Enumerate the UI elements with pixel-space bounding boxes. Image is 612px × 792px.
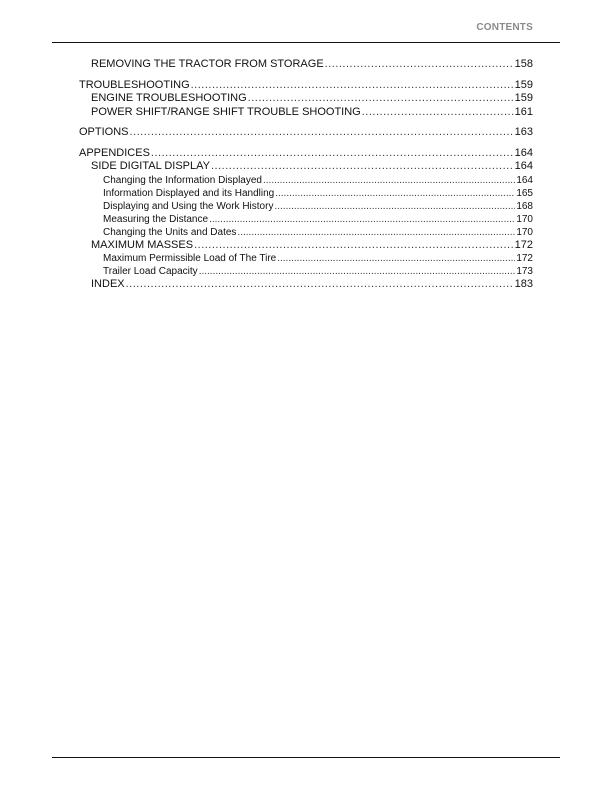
toc-entry-title: SIDE DIGITAL DISPLAY bbox=[91, 160, 210, 172]
toc-entry[interactable] bbox=[79, 278, 533, 292]
dot-leader bbox=[191, 79, 514, 93]
toc-page-number: 170 bbox=[516, 213, 533, 225]
dot-leader bbox=[209, 213, 515, 226]
toc-page-number: 163 bbox=[514, 126, 533, 138]
dot-leader bbox=[263, 174, 515, 187]
dot-leader bbox=[130, 126, 514, 140]
toc-entry-title: INDEX bbox=[91, 278, 125, 290]
dot-leader bbox=[274, 200, 515, 213]
toc-page-number: 173 bbox=[516, 266, 533, 277]
toc-entry-title: TROUBLESHOOTING bbox=[79, 78, 190, 91]
dot-leader bbox=[237, 226, 515, 239]
toc-entry[interactable] bbox=[79, 187, 533, 200]
toc-entry-title: Displaying and Using the Work History bbox=[103, 200, 274, 212]
dot-leader bbox=[277, 252, 515, 265]
toc-page-number: 172 bbox=[516, 253, 533, 264]
dot-leader bbox=[199, 265, 516, 278]
toc-page-number: 165 bbox=[516, 187, 533, 199]
toc-entry[interactable] bbox=[79, 126, 533, 140]
dot-leader bbox=[325, 58, 514, 72]
toc-entry[interactable] bbox=[79, 106, 533, 120]
toc-entry[interactable] bbox=[79, 174, 533, 187]
dot-leader bbox=[211, 160, 514, 174]
toc-entry[interactable] bbox=[79, 160, 533, 174]
toc-entry[interactable] bbox=[79, 200, 533, 213]
toc-page-number: 159 bbox=[514, 78, 533, 91]
toc-spacer bbox=[79, 119, 533, 126]
toc-page-number: 168 bbox=[516, 200, 533, 212]
toc-entry[interactable] bbox=[79, 252, 533, 265]
toc-entry-title: POWER SHIFT/RANGE SHIFT TROUBLE SHOOTING bbox=[91, 105, 361, 118]
toc-page-number: 161 bbox=[514, 105, 533, 118]
dot-leader bbox=[362, 106, 514, 120]
toc-page-number: 164 bbox=[514, 160, 533, 172]
toc-entry-title: ENGINE TROUBLESHOOTING bbox=[91, 92, 247, 104]
dot-leader bbox=[194, 239, 514, 253]
dot-leader bbox=[151, 147, 514, 161]
toc-entry-title: Information Displayed and its Handling bbox=[103, 187, 275, 199]
toc-entry[interactable] bbox=[79, 92, 533, 106]
toc-entry-title: REMOVING THE TRACTOR FROM STORAGE bbox=[91, 58, 324, 70]
toc-spacer bbox=[79, 140, 533, 147]
toc-entry[interactable] bbox=[79, 58, 533, 72]
running-header: CONTENTS bbox=[476, 22, 533, 33]
toc-entry-title: MAXIMUM MASSES bbox=[91, 238, 194, 251]
toc-page-number: 172 bbox=[514, 238, 533, 251]
header-rule bbox=[52, 42, 560, 43]
toc-page-number: 164 bbox=[514, 146, 533, 159]
toc-entry[interactable] bbox=[79, 239, 533, 253]
toc-page-number: 164 bbox=[516, 174, 533, 186]
dot-leader bbox=[126, 278, 514, 292]
toc-entry[interactable] bbox=[79, 213, 533, 226]
toc-spacer bbox=[79, 72, 533, 79]
toc-entry-title: Changing the Information Displayed bbox=[103, 174, 262, 186]
dot-leader bbox=[248, 92, 514, 106]
footer-rule bbox=[52, 757, 560, 758]
toc-entry-title: Measuring the Distance bbox=[103, 213, 209, 225]
toc-entry-title: Changing the Units and Dates bbox=[103, 226, 237, 238]
toc-page-number: 159 bbox=[514, 92, 533, 104]
toc-entry[interactable] bbox=[79, 226, 533, 239]
toc-entry-title: APPENDICES bbox=[79, 146, 150, 159]
toc-page-number: 158 bbox=[514, 58, 533, 70]
toc-entry[interactable] bbox=[79, 79, 533, 93]
table-of-contents bbox=[79, 58, 533, 292]
toc-entry-title: Trailer Load Capacity bbox=[103, 266, 198, 277]
toc-entry[interactable] bbox=[79, 147, 533, 161]
toc-page-number: 183 bbox=[514, 278, 533, 290]
toc-entry-title: Maximum Permissible Load of The Tire bbox=[103, 253, 277, 264]
toc-entry-title: OPTIONS bbox=[79, 126, 129, 138]
dot-leader bbox=[275, 187, 515, 200]
toc-page-number: 170 bbox=[516, 226, 533, 238]
toc-entry[interactable] bbox=[79, 265, 533, 278]
